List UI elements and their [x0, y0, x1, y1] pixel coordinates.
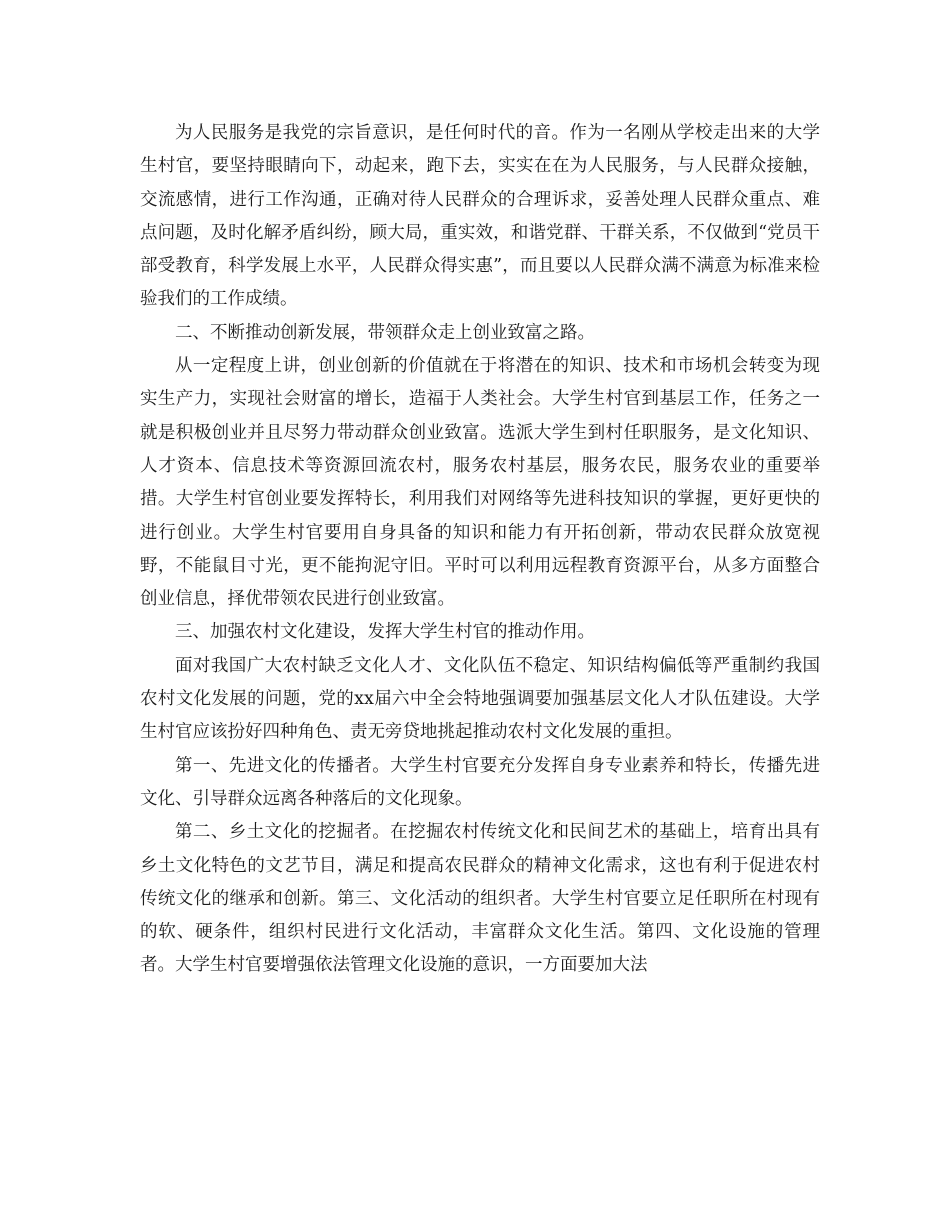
document-body: [140, 117, 820, 983]
paragraph-culture-talent: 面对我国广大农村缺乏文化人才、文化队伍不稳定、知识结构偏低等严重制约我国农村文化发展的问题，党的xx届六中全会特地强调要加强基层文化人才队伍建设。大学生村官应该扮好四种角色、责无旁贷地挑起推动农村文化发展的重担。: [140, 655, 820, 743]
paragraph-role-disseminator: 第一、先进文化的传播者。大学生村官要充分发挥自身专业素养和特长，传播先进文化、引导群众远离各种落后的文化现象。: [140, 755, 820, 809]
paragraph-serve-people: 为人民服务是我党的宗旨意识，是任何时代的音。作为一名刚从学校走出来的大学生村官，要坚持眼睛向下，动起来，跑下去，实实在在为人民服务，与人民群众接触，交流感情，进行工作沟通，正确对待人民群众的合理诉求，妥善处理人民群众重点、难点问题，及时化解矛盾纠纷，顾大局，重实效，和谐党群、干群关系，不仅做到“党员干部受教育，科学发展上水平，人民群众得实惠”，而且要以人民群众满不满意为标准来检验我们的工作成绩。: [140, 123, 820, 310]
heading-innovation: 二、不断推动创新发展，带领群众走上创业致富之路。: [175, 322, 595, 343]
paragraph-entrepreneurship: 从一定程度上讲，创业创新的价值就在于将潜在的知识、技术和市场机会转变为现实生产力，实现社会财富的增长，造福于人类社会。大学生村官到基层工作，任务之一就是积极创业并且尽努力带动群众创业致富。选派大学生到村任职服务，是文化知识、人才资本、信息技术等资源回流农村，服务农村基层，服务农民，服务农业的重要举措。大学生村官创业要发挥特长，利用我们对网络等先进科技知识的掌握，更好更快的进行创业。大学生村官要用自身具备的知识和能力有开拓创新，带动农民群众放宽视野，不能鼠目寸光，更不能拘泥守旧。平时可以利用远程教育资源平台，从多方面整合创业信息，择优带领农民进行创业致富。: [140, 356, 820, 610]
paragraph-role-excavator: 第二、乡土文化的挖掘者。在挖掘农村传统文化和民间艺术的基础上，培育出具有乡土文化特色的文艺节目，满足和提高农民群众的精神文化需求，这也有利于促进农村传统文化的继承和创新。第三、文化活动的组织者。大学生村官要立足任职所在村现有的软、硬条件，组织村民进行文化活动，丰富群众文化生活。第四、文化设施的管理者。大学生村官要增强依法管理文化设施的意识，一方面要加大法: [140, 822, 820, 976]
heading-rural-culture: 三、加强农村文化建设，发挥大学生村官的推动作用。: [175, 622, 595, 643]
